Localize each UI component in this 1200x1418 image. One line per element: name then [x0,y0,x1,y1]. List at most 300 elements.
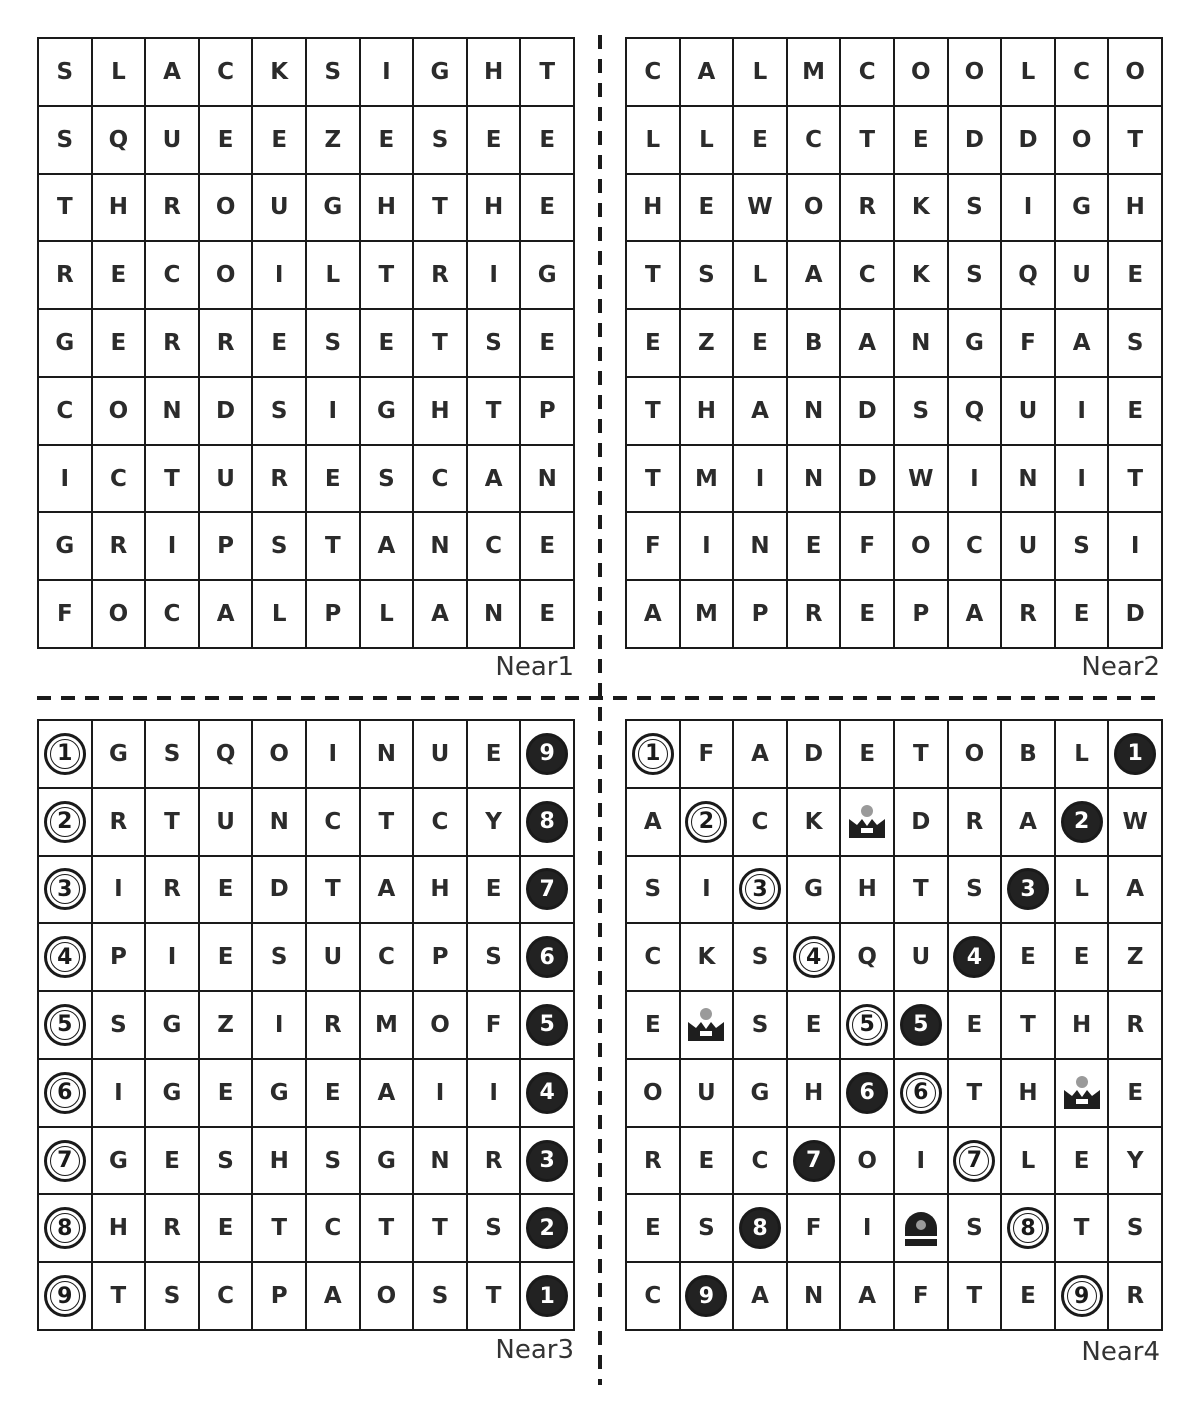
grid-letter: C [805,126,823,153]
grid-letter: B [804,329,823,356]
grid-letter: A [1126,876,1145,903]
grid-letter: O [108,601,129,628]
grid-cell [467,445,521,513]
grid-letter: E [966,1011,983,1038]
grid-letter: C [217,58,235,85]
grid-letter: T [1127,465,1144,492]
grid-letter: I [862,1215,872,1242]
grid-cell [840,241,894,309]
crown-marker-icon [1061,1073,1103,1113]
grid-cell [360,788,414,856]
grid-cell [733,788,787,856]
grid-letter: E [644,329,661,356]
grid-cell [199,241,253,309]
filled-number-badge: 5 [900,1004,942,1046]
grid-cell [467,788,521,856]
grid-cell [787,512,841,580]
grid-letter: S [751,944,769,971]
grid-cell [145,923,199,991]
grid-cell [733,309,787,377]
grid-cell [894,1262,948,1330]
grid-cell [252,1262,306,1330]
grid-letter: D [911,808,931,835]
grid-letter: T [56,194,73,221]
grid-cell [1108,1262,1162,1330]
grid-letter: T [539,58,556,85]
grid-cell [413,856,467,924]
grid-letter: N [162,397,182,424]
grid-cell [840,1262,894,1330]
grid-cell [733,1127,787,1195]
grid-cell [199,38,253,106]
grid-letter: E [324,1079,341,1106]
grid-letter: G [162,1079,182,1106]
grid-letter: T [378,1215,395,1242]
grid-cell [199,788,253,856]
grid-cell [360,106,414,174]
grid-letter: E [698,1147,715,1174]
grid-letter: U [697,1079,716,1106]
grid-cell [626,580,680,648]
grid-letter: C [163,262,181,289]
grid-cell [199,1059,253,1127]
grid-cell [894,445,948,513]
grid-letter: T [966,1079,983,1106]
grid-letter: G [108,1147,128,1174]
grid-cell [145,241,199,309]
grid-cell [360,38,414,106]
grid-cell [38,512,92,580]
grid-cell [520,377,574,445]
grid-cell [626,38,680,106]
vertical-divider [590,35,610,1385]
filled-number-badge: 2 [526,1207,568,1249]
grid-letter: W [1122,808,1148,835]
grid-letter: Z [217,1011,234,1038]
grid-cell [680,241,734,309]
grid-letter: Q [108,126,129,153]
outlined-number-badge: 1 [44,733,86,775]
grid-letter: U [216,808,235,835]
grid-letter: N [911,329,931,356]
grid-cell [360,1059,414,1127]
grid-cell [360,1262,414,1330]
grid-cell [467,991,521,1059]
grid-cell [626,309,680,377]
grid-cell [1001,720,1055,788]
grid-letter: C [485,533,503,560]
grid-cell [306,720,360,788]
grid-letter: M [374,1011,398,1038]
grid-letter: S [966,1215,983,1242]
outlined-number-badge: 7 [953,1140,995,1182]
grid-cell [520,1059,574,1127]
grid-letter: S [270,397,288,424]
outlined-number-badge: 7 [44,1140,86,1182]
grid-cell [252,512,306,580]
grid-cell [733,241,787,309]
grid-cell [467,174,521,242]
grid-letter: T [378,262,395,289]
grid-letter: Z [1126,944,1144,971]
grid-cell [38,991,92,1059]
grid-cell [733,445,787,513]
grid-cell [787,38,841,106]
grid-letter: E [805,533,822,560]
outlined-number-badge: 8 [44,1207,86,1249]
grid-cell [306,241,360,309]
grid-letter: P [324,601,342,628]
grid-letter: I [167,944,177,971]
grid-cell [680,788,734,856]
grid-cell [145,309,199,377]
grid-letter: N [803,1283,824,1310]
grid-cell [894,720,948,788]
grid-cell [787,241,841,309]
grid-letter: T [324,533,341,560]
grid-letter: L [1074,740,1089,767]
grid-cell [680,106,734,174]
grid-cell [199,1194,253,1262]
grid-cell [1001,1262,1055,1330]
grid-letter: E [539,601,556,628]
grid-letter: S [270,533,288,560]
grid-letter: I [328,397,338,424]
grid-letter: P [109,944,127,971]
grid-letter: M [802,58,826,85]
grid-letter: P [270,1283,288,1310]
grid-cell [306,38,360,106]
grid-cell [840,38,894,106]
grid-letter: G [376,397,396,424]
grid-cell [360,309,414,377]
grid-cell [520,788,574,856]
grid-letter: O [911,533,931,560]
grid-cell [145,856,199,924]
grid-letter: E [378,126,395,153]
grid-letter: H [108,1215,129,1242]
grid-letter: M [694,601,718,628]
grid-letter: R [804,601,823,628]
grid-cell [733,720,787,788]
grid-cell [145,174,199,242]
grid-letter: R [1126,1011,1145,1038]
grid-letter: S [110,1011,127,1038]
grid-cell [1055,512,1109,580]
grid-letter: I [489,262,498,289]
grid-letter: H [430,876,450,903]
grid-cell [413,1127,467,1195]
grid-letter: E [752,126,768,153]
grid-cell [840,580,894,648]
grid-cell [413,1059,467,1127]
grid-cell [626,512,680,580]
grid-cell [92,991,146,1059]
grid-cell [38,923,92,991]
grid-letter: A [484,465,503,492]
grid-near1 [37,37,575,649]
grid-letter: C [324,808,342,835]
grid-letter: S [751,1011,769,1038]
grid-letter: H [1125,194,1145,221]
grid-letter: Q [964,397,985,424]
grid-letter: E [485,126,502,153]
grid-cell [413,923,467,991]
grid-letter: E [217,944,234,971]
grid-letter: L [752,262,768,289]
grid-cell [1108,174,1162,242]
filled-number-badge: 1 [1114,733,1156,775]
grid-letter: D [216,397,236,424]
grid-cell [145,377,199,445]
grid-cell [38,720,92,788]
grid-cell [1055,991,1109,1059]
grid-cell [360,445,414,513]
grid-letter: E [485,876,502,903]
grid-cell [1001,377,1055,445]
grid-letter: C [644,58,662,85]
grid-letter: H [108,194,129,221]
grid-letter: N [1018,465,1038,492]
grid-cell [733,38,787,106]
grid-cell [787,991,841,1059]
grid-cell [92,38,146,106]
grid-letter: L [379,601,394,628]
grid-letter: E [378,329,395,356]
grid-cell [787,580,841,648]
grid-cell [306,580,360,648]
grid-cell [1108,445,1162,513]
grid-cell [92,788,146,856]
grid-cell [360,580,414,648]
grid-cell [894,1059,948,1127]
grid-letter: E [752,329,768,356]
grid-letter: F [56,601,73,628]
grid-letter: D [857,397,877,424]
grid-cell [252,580,306,648]
grid-cell [252,1194,306,1262]
grid-letter: I [382,58,391,85]
grid-letter: N [803,397,824,424]
grid-cell [1055,1059,1109,1127]
grid-letter: Z [324,126,342,153]
grid-letter: R [1019,601,1037,628]
grid-letter: T [164,808,180,835]
grid-cell [306,856,360,924]
grid-letter: U [216,465,235,492]
grid-letter: E [539,329,556,356]
grid-letter: S [698,262,715,289]
grid-cell [948,788,1002,856]
grid-letter: E [1073,1147,1090,1174]
grid-cell [145,580,199,648]
grid-letter: S [324,1147,342,1174]
grid-letter: P [751,601,769,628]
grid-cell [948,512,1002,580]
grid-letter: S [217,1147,234,1174]
outlined-number-badge: 2 [44,801,86,843]
grid-cell [306,923,360,991]
grid-letter: T [912,876,929,903]
grid-letter: E [859,601,876,628]
grid-letter: H [483,58,504,85]
grid-cell [787,923,841,991]
grid-cell [413,106,467,174]
grid-cell [467,38,521,106]
grid-cell [948,38,1002,106]
grid-cell [38,309,92,377]
grid-letter: C [56,397,74,424]
grid-letter: I [970,465,979,492]
grid-letter: R [109,533,128,560]
grid-cell [92,1059,146,1127]
grid-cell [199,991,253,1059]
grid-cell [680,38,734,106]
grid-cell [626,856,680,924]
grid-cell [1108,1059,1162,1127]
grid-letter: E [217,126,234,153]
grid-letter: L [645,126,661,153]
grid-cell [1001,512,1055,580]
grid-letter: D [269,876,289,903]
grid-cell [840,174,894,242]
grid-cell [680,1262,734,1330]
grid-letter: A [751,1283,769,1310]
filled-number-badge: 8 [526,801,568,843]
grid-cell [894,788,948,856]
grid-cell [145,788,199,856]
grid-cell [626,241,680,309]
grid-near3 [37,719,575,1331]
grid-letter: H [1071,1011,1092,1038]
grid-letter: A [751,740,769,767]
outlined-number-badge: 3 [739,868,781,910]
grid-cell [626,1059,680,1127]
grid-cell [199,1127,253,1195]
grid-letter: H [483,194,504,221]
grid-letter: T [859,126,876,153]
grid-cell [38,377,92,445]
grid-cell [787,1262,841,1330]
grid-cell [840,720,894,788]
grid-letter: T [644,397,661,424]
grid-cell [948,309,1002,377]
grid-letter: T [644,465,661,492]
grid-cell [520,445,574,513]
grid-letter: O [964,58,985,85]
grid-cell [948,1262,1002,1330]
grid-letter: S [966,876,983,903]
grid-cell [199,580,253,648]
grid-cell [360,1127,414,1195]
grid-cell [894,1127,948,1195]
grid-letter: U [1018,397,1038,424]
filled-number-badge: 7 [526,868,568,910]
grid-letter: R [431,262,449,289]
grid-cell [413,445,467,513]
grid-letter: D [964,126,984,153]
grid-letter: T [1020,1011,1036,1038]
grid-letter: Q [1018,262,1038,289]
grid-letter: E [110,262,127,289]
grid-cell [252,720,306,788]
grid-cell [520,1194,574,1262]
grid-cell [1001,309,1055,377]
grid-cell [252,788,306,856]
grid-letter: Y [1126,1147,1144,1174]
grid-letter: G [55,329,75,356]
grid-letter: W [908,465,934,492]
grid-letter: T [110,1283,127,1310]
grid-letter: S [966,262,983,289]
grid-letter: C [1073,58,1091,85]
grid-cell [1001,580,1055,648]
grid-cell [1108,377,1162,445]
grid-cell [467,1262,521,1330]
grid-cell [1001,106,1055,174]
grid-cell [306,309,360,377]
grid-letter: O [643,1079,663,1106]
grid-cell [306,1194,360,1262]
grid-letter: C [751,1147,769,1174]
grid-letter: E [217,876,234,903]
grid-letter: S [485,1215,502,1242]
horizontal-divider [37,688,1163,708]
grid-cell [626,1194,680,1262]
grid-cell [92,1127,146,1195]
grid-cell [1001,856,1055,924]
grid-cell [1108,580,1162,648]
grid-cell [467,377,521,445]
grid-letter: F [485,1011,502,1038]
grid-letter: I [274,1011,284,1038]
grid-cell [252,377,306,445]
grid-cell [360,720,414,788]
grid-letter: U [323,944,343,971]
grid-cell [306,106,360,174]
grid-letter: C [751,808,769,835]
grid-letter: T [966,1283,983,1310]
grid-letter: L [325,262,341,289]
grid-letter: R [643,1147,662,1174]
grid-near4 [625,719,1163,1331]
grid-cell [680,1127,734,1195]
grid-letter: N [750,533,770,560]
grid-cell [1108,1194,1162,1262]
grid-letter: E [324,465,341,492]
grid-letter: I [114,876,123,903]
grid-letter: O [215,262,236,289]
grid-cell [145,1262,199,1330]
grid-near2 [625,37,1163,649]
grid-letter: D [1125,601,1145,628]
grid-cell [840,512,894,580]
grid-cell [733,991,787,1059]
grid-cell [360,856,414,924]
grid-letter: A [804,262,823,289]
grid-letter: G [750,1079,770,1106]
filled-number-badge: 3 [526,1140,568,1182]
grid-letter: T [324,876,341,903]
grid-letter: I [755,465,765,492]
grid-letter: A [1019,808,1037,835]
grid-cell [1055,788,1109,856]
grid-letter: P [217,533,235,560]
outlined-number-badge: 4 [44,936,86,978]
grid-cell [252,1059,306,1127]
grid-cell [1108,309,1162,377]
grid-cell [360,923,414,991]
